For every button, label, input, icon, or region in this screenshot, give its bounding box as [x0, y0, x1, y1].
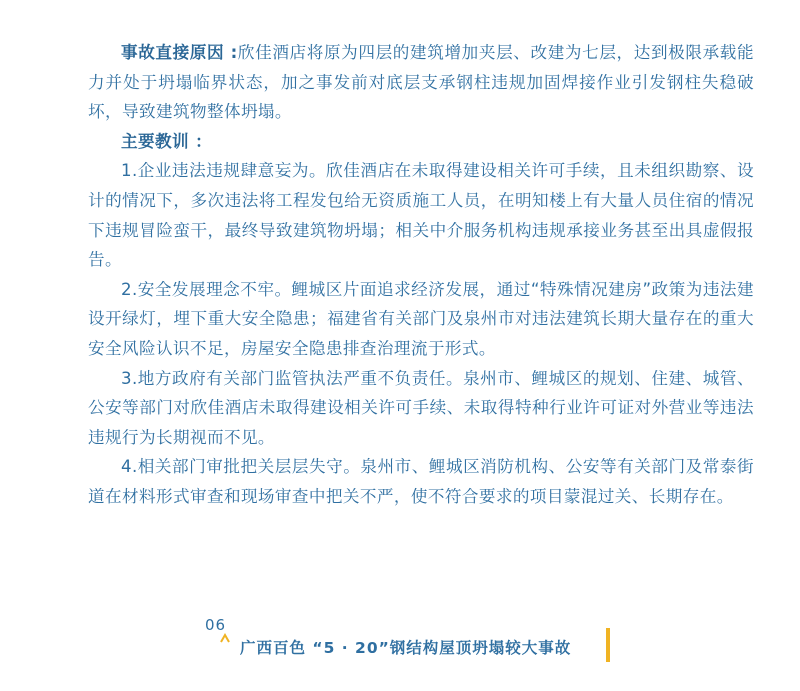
direct-cause-separator: : [224, 43, 238, 62]
lesson-item-4: 4.相关部门审批把关层层失守。泉州市、鲤城区消防机构、公安等有关部门及常泰街道在材料形式审查和现场审查中把关不严，使不符合要求的项目蒙混过关、长期存在。 [88, 457, 754, 506]
main-lessons-label: 主要教训 [121, 131, 189, 151]
main-lessons-separator: ： [188, 131, 213, 151]
lesson-item-1: 1.企业违法违规肆意妄为。欣佳酒店在未取得建设相关许可手续，且未组织勘察、设计的情况下，多次违法将工程发包给无资质施工人员，在明知楼上有大量人员住宿的情况下违规冒险蛮干，最终导致建筑物坍塌；相关中介服务机构违规承接业务甚至出具虚假报告。 [88, 161, 754, 270]
caret-up-icon [220, 633, 230, 643]
direct-cause-label: 事故直接原因 [121, 43, 225, 62]
main-lessons-heading [88, 127, 754, 157]
footer-title: 广西百色 “5 · 20”钢结构屋顶坍塌较大事故 [240, 639, 572, 657]
page-number: 06 [205, 616, 227, 634]
direct-cause-paragraph [88, 38, 754, 127]
footer-accent-bar [606, 628, 610, 662]
document-body [88, 38, 754, 512]
lesson-item-3: 3.地方政府有关部门监管执法严重不负责任。泉州市、鲤城区的规划、住建、城管、公安等部门对欣佳酒店未取得建设相关许可手续、未取得特种行业许可证对外营业等违法违规行为长期视而不见。 [88, 368, 754, 447]
lesson-item-2: 2.安全发展理念不牢。鲤城区片面追求经济发展，通过“特殊情况建房”政策为违法建设开绿灯，埋下重大安全隐患；福建省有关部门及泉州市对违法建筑长期大量存在的重大安全风险认识不足，房屋安全隐患排查治理流于形式。 [88, 279, 754, 358]
direct-cause-text: 欣佳酒店将原为四层的建筑增加夹层、改建为七层，达到极限承载能力并处于坍塌临界状态，加之事发前对底层支承钢柱违规加固焊接作业引发钢柱失稳破坏，导致建筑物整体坍塌。 [88, 43, 755, 122]
